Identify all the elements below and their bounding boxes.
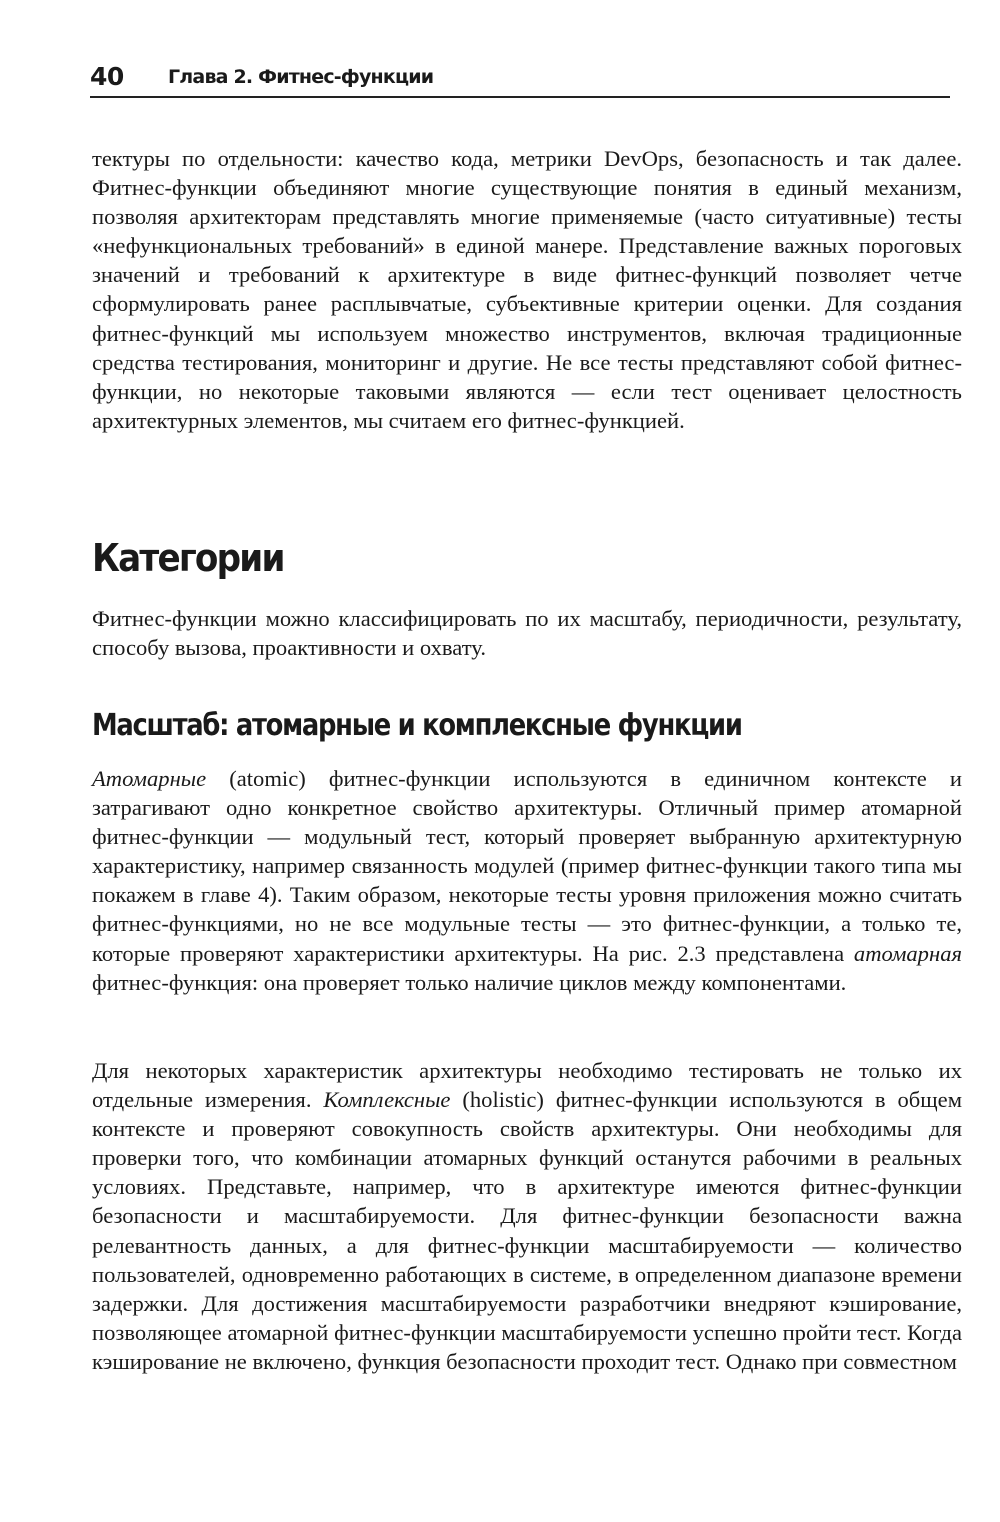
paragraph-atomic-text-b: фитнес-функция: она проверяет только наличие циклов между компонентами. [92,969,847,995]
running-header [90,62,950,98]
paragraph-holistic-text-b: (holistic) фитнес-функции используются в общем контексте и проверяют совокупность свойств архитектуры. Они необходимы для проверки того, что комбинации атомарных функций останутся рабочими в реальных условиях. Представьте, например, что в архитектуре имеются фитнес-функции безопасности и масштабируемости. Для фитнес-функции безопасности важна релевантность данных, а для фитнес-функции масштабируемости — количество пользователей, одновременно работающих в системе, в определенном диапазоне времени задержки. Для достижения масштабируемости разработчики внедряют кэширование, позволяющее атомарной фитнес-функции масштабируемости успешно пройти тест. Когда кэширование не включено, функция безопасности проходит тест. Однако при совместном [92,1087,962,1374]
term-holistic: Комплексные [323,1087,451,1113]
term-atomic: Атомарные [92,766,207,791]
paragraph-holistic [92,1056,962,1376]
paragraph-holistic-text-a: Для некоторых характеристик архитектуры необходимо тестировать не только их отдельные измерения. [92,1058,962,1113]
paragraph-intro-continuation: тектуры по отдельности: качество кода, метрики DevOps, безопасность и так далее. Фитнес-функции объединяют многие существующие понятия в единый механизм, позволяя архитекторам представлять многие применяемые (часто ситуативные) тесты «нефункциональных требований» в единой манере. Представление важных пороговых значений и требований к архитектуре в виде фитнес-функций позволяет четче сформулировать ранее расплывчатые, субъективные критерии оценки. Для создания фитнес-функций мы используем множество инструментов, включая традиционные средства тестирования, мониторинг и другие. Не все тесты представляют собой фитнес-функции, но некоторые таковыми являются — если тест оценивает целостность архитектурных элементов, мы считаем его фитнес-функцией. [92,146,962,433]
subsection-heading-scale: Масштаб: атомарные и комплексные функции [92,708,742,743]
term-atomic-inline: атомарная [853,940,962,966]
section-heading-categories: Категории [92,536,284,580]
paragraph-atomic [92,764,962,997]
paragraph-categories: Фитнес-функции можно классифицировать по их масштабу, периодичности, результату, способу вызова, проактивности и охвату. [92,606,962,661]
page-number: 40 [90,62,124,91]
paragraph-atomic-text-a: (atomic) фитнес-функции используются в единичном контексте и затрагивают одно конкретное свойство архитектуры. Отличный пример атомарной фитнес-функции — модульный тест, который проверяет выбранную архитектурную характеристику, например связанность модулей (пример фитнес-функции такого типа мы покажем в главе 4). Таким образом, некоторые тесты уровня приложения можно считать фитнес-функциями, но не все модульные тесты — это фитнес-функции, а только те, которые проверяют характеристики архитектуры. На рис. 2.3 представлена [92,766,962,966]
chapter-title: Глава 2. Фитнес-функции [168,66,434,88]
